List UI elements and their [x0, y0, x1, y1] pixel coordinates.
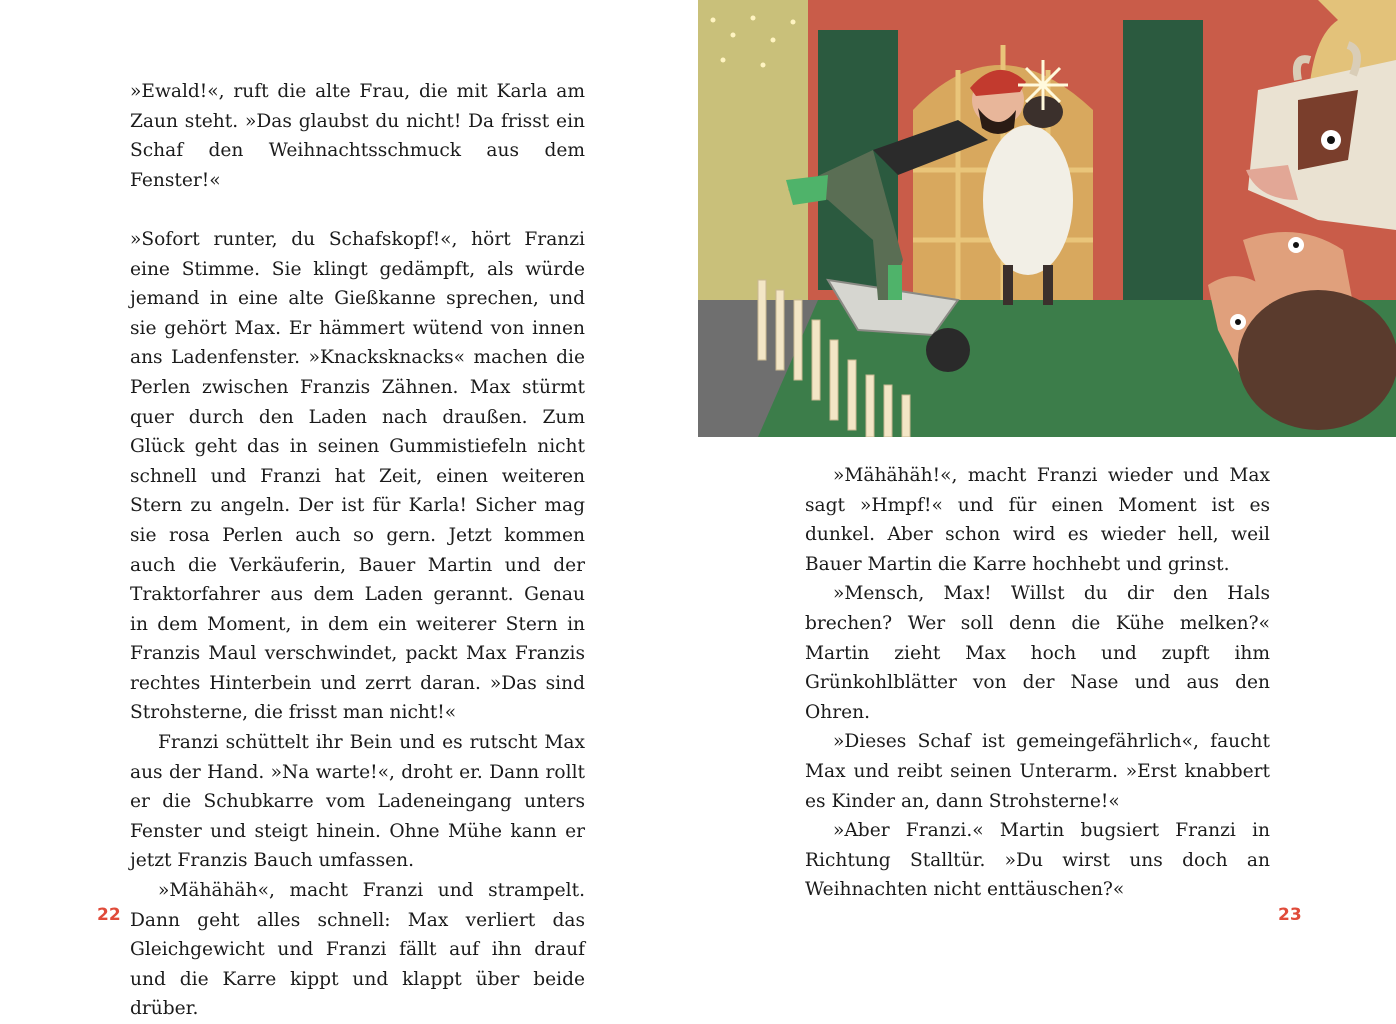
paragraph: »Dieses Schaf ist gemeingefährlich«, faucht Max und reibt seinen Unterarm. »Erst knabbert es Kinder an, dann Strohsterne!« [805, 731, 1270, 812]
paragraph: »Mähähäh«, macht Franzi und strampelt. Dann geht alles schnell: Max verliert das Gleichgewicht und Franzi fällt auf ihn drauf und die Karre kippt und klappt über beide drüber. [130, 880, 585, 1020]
paragraph: »Sofort runter, du Schafskopf!«, hört Franzi eine Stimme. Sie klingt gedämpft, als würde jemand in eine alte Gießkanne sprechen, und sie gehört Max. Er hämmert wütend von innen ans Ladenfenster. »Knacksknacks« machen die Perlen zwischen Franzis Zähnen. Max stürmt quer durch den Laden nach draußen. Zum Glück geht das in seinen Gummistiefeln nicht schnell und Franzi hat Zeit, einen weiteren Stern zu angeln. Der ist für Karla! Sicher mag sie rosa Perlen auch so gern. Jetzt kommen auch die Verkäuferin, Bauer Martin und der Traktorfahrer aus dem Laden gerannt. Genau in dem Moment, in dem ein weiterer Stern in Franzis Maul verschwindet, packt Max Franzis rechtes Hinterbein und zerrt daran. »Das sind Strohsterne, die frisst man nicht!« [130, 228, 585, 724]
wheelbarrow-wheel [926, 328, 970, 372]
paragraph: »Ewald!«, ruft die alte Frau, die mit Karla am Zaun steht. »Das glaubst du nicht! Da frisst ein Schaf den Weihnachtsschmuck aus dem Fenster!« [130, 81, 585, 191]
right-page-text [805, 461, 1270, 905]
paragraph: Franzi schüttelt ihr Bein und es rutscht Max aus der Hand. »Na warte!«, droht er. Dann rollt er die Schubkarre vom Ladeneingang unters Fenster und steigt hinein. Ohne Mühe kann er jetzt Franzis Bauch umfassen. [130, 732, 585, 872]
left-page-text [130, 77, 585, 1024]
story-illustration [698, 0, 1396, 437]
brown-sheep [1238, 290, 1396, 430]
right-page [698, 0, 1396, 1000]
paragraph: »Mensch, Max! Willst du dir den Hals brechen? Wer soll denn die Kühe melken?« Martin zieht Max hoch und zupft ihm Grünkohlblätter von der Nase und aus den Ohren. [805, 583, 1270, 723]
page-number-right: 23 [1278, 905, 1302, 925]
left-window [698, 0, 808, 300]
paragraph: »Aber Franzi.« Martin bugsiert Franzi in Richtung Stalltür. »Du wirst uns doch an Weihnachten nicht enttäuschen?« [805, 820, 1270, 901]
paragraph: »Mähähäh!«, macht Franzi wieder und Max sagt »Hmpf!« und für einen Moment ist es dunkel. Aber schon wird es wieder hell, weil Bauer Martin die Karre hochhebt und grinst. [805, 465, 1270, 575]
shutter-right [1123, 20, 1203, 310]
page-number-left: 22 [97, 905, 121, 925]
left-page [0, 0, 698, 1020]
